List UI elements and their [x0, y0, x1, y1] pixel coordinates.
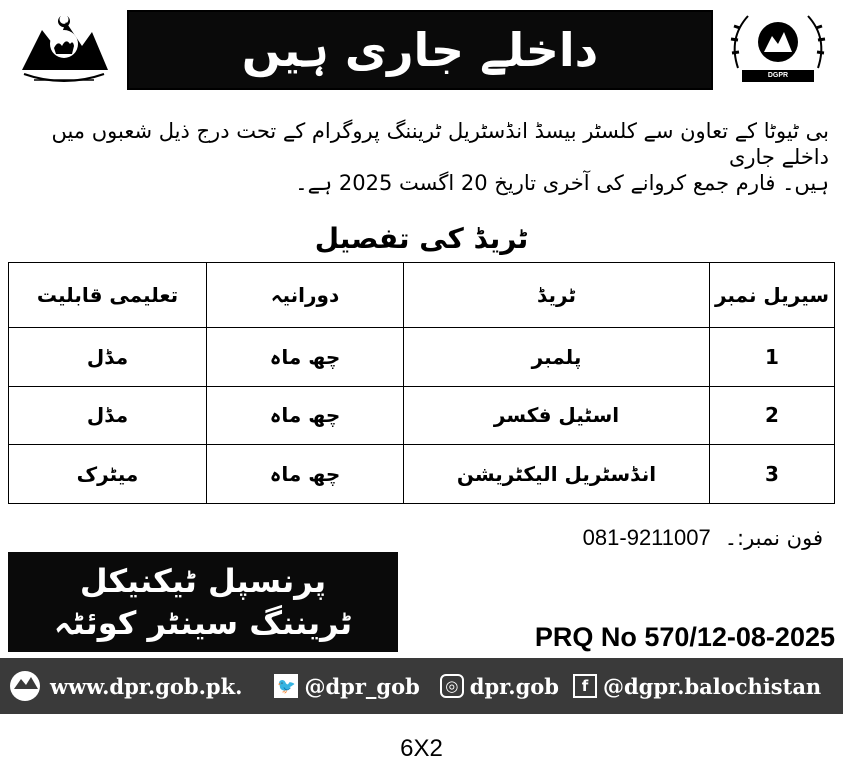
- principal-signature-block: [8, 552, 398, 652]
- social-footer: [0, 658, 843, 714]
- header-duration: دورانیہ: [207, 263, 404, 328]
- twitter-handle: @dpr_gob: [304, 673, 420, 699]
- cell-duration: چھ ماہ: [207, 386, 404, 445]
- facebook-handle: @dgpr.balochistan: [603, 673, 822, 699]
- principal-line-1: پرنسپل ٹیکنیکل: [79, 562, 327, 600]
- phone-contact: [583, 525, 823, 551]
- table-row: [9, 328, 835, 387]
- cell-qualification: مڈل: [9, 386, 207, 445]
- table-header-row: [9, 263, 835, 328]
- footer-twitter[interactable]: [274, 674, 419, 699]
- instagram-icon: ◎: [440, 674, 464, 698]
- cell-serial: 2: [710, 386, 835, 445]
- left-emblem-logo: [14, 8, 114, 88]
- right-dgpr-logo: [724, 8, 832, 90]
- dpr-logo-icon: [6, 669, 44, 703]
- trade-table: [8, 262, 835, 504]
- phone-label: فون نمبر:۔: [724, 526, 823, 550]
- cell-serial: 1: [710, 328, 835, 387]
- intro-line-1: بی ٹیوٹا کے تعاون سے کلسٹر بیسڈ انڈسٹریل ٹریننگ پروگرام کے تحت درج ذیل شعبوں میں داخلے جاری: [51, 119, 829, 169]
- cell-serial: 3: [710, 445, 835, 504]
- cell-trade: اسٹیل فکسر: [404, 386, 710, 445]
- header-qualification: تعلیمی قابلیت: [9, 263, 207, 328]
- header-trade: ٹریڈ: [404, 263, 710, 328]
- phone-number: 081-9211007: [582, 525, 711, 550]
- cell-trade: انڈسٹریل الیکٹریشن: [404, 445, 710, 504]
- header-serial: سیریل نمبر: [710, 263, 835, 328]
- footer-facebook[interactable]: [573, 674, 821, 699]
- table-row: [9, 445, 835, 504]
- facebook-icon: f: [573, 674, 597, 698]
- cell-trade: پلمبر: [404, 328, 710, 387]
- right-logo-caption: DGPR BALOCHISTAN: [752, 72, 804, 91]
- cell-duration: چھ ماہ: [207, 328, 404, 387]
- title-banner: داخلے جاری ہیں: [127, 10, 713, 90]
- cell-qualification: مڈل: [9, 328, 207, 387]
- footer-instagram[interactable]: [440, 674, 559, 699]
- website-text: www.dpr.gob.pk.: [50, 673, 243, 699]
- ad-size-tag: 6X2: [400, 735, 443, 762]
- twitter-icon: 🐦: [274, 674, 298, 698]
- instagram-handle: dpr.gob: [469, 673, 559, 699]
- footer-website[interactable]: [50, 674, 242, 699]
- table-row: [9, 386, 835, 445]
- cell-duration: چھ ماہ: [207, 445, 404, 504]
- prq-number: PRQ No 570/12-08-2025: [534, 622, 835, 652]
- principal-line-2: ٹریننگ سینٹر کوئٹہ: [53, 604, 353, 642]
- cell-qualification: میٹرک: [9, 445, 207, 504]
- trade-table-title: ٹریڈ کی تفصیل: [314, 222, 529, 255]
- intro-line-2: ہیں۔ فارم جمع کروانے کی آخری تاریخ 20 اگست 2025 ہے۔: [295, 171, 829, 195]
